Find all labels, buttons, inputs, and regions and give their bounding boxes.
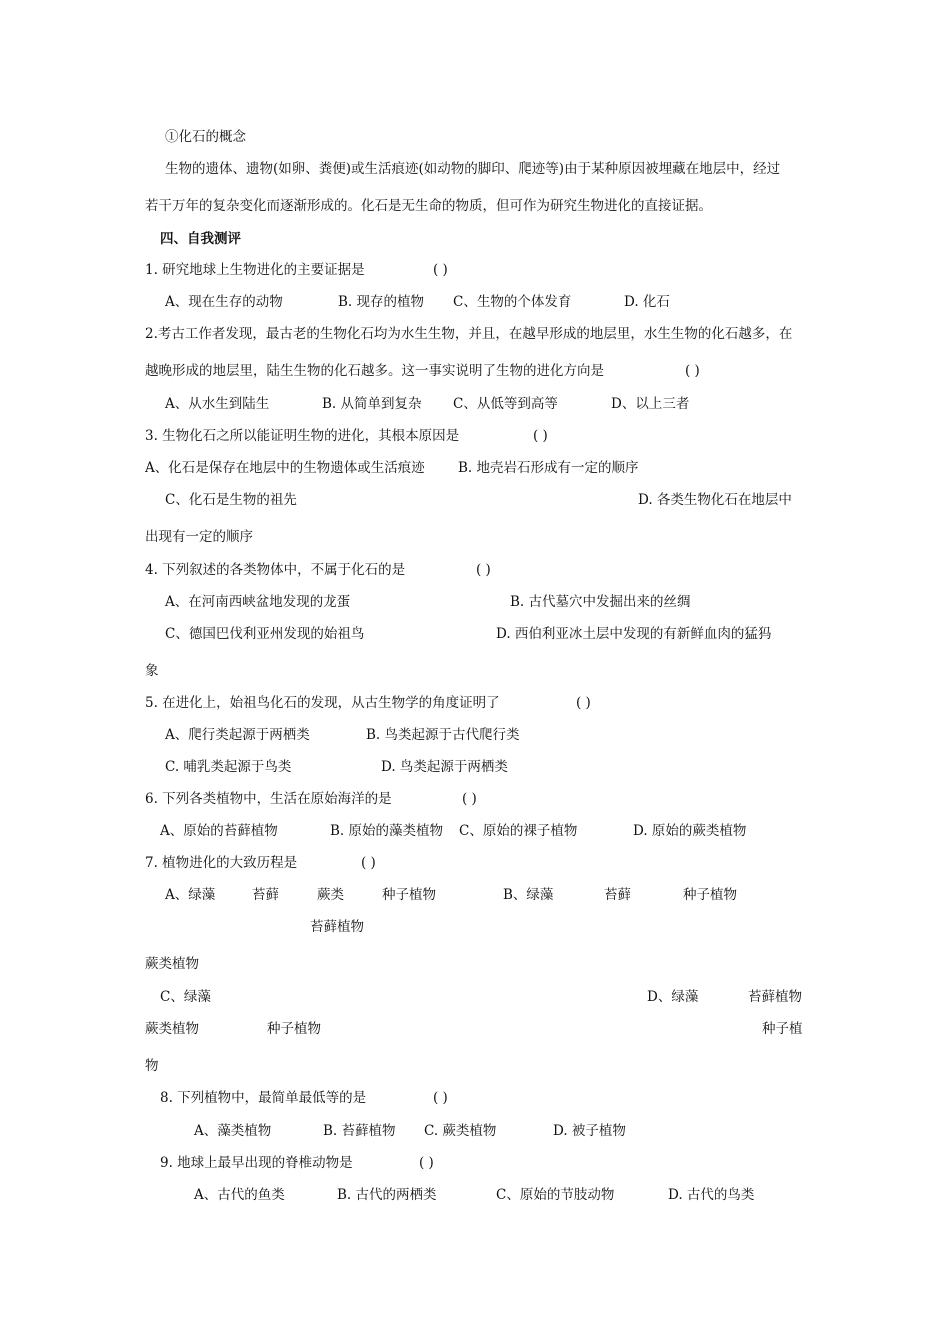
q4-stem: 4. 下列叙述的各类物体中，不属于化石的是 [145, 562, 406, 578]
q9-stem: 9. 地球上最早出现的脊椎动物是 [160, 1155, 353, 1171]
fossil-concept-paragraph-line2: 若干万年的复杂变化而逐渐形成的。化石是无生命的物质，但可作为研究生物进化的直接证据。 [145, 198, 712, 214]
q2-option-d: D、以上三者 [611, 396, 690, 412]
q5-option-d: D. 鸟类起源于两栖类 [381, 759, 508, 775]
q6-option-d: D. 原始的蕨类植物 [633, 823, 747, 839]
q9-answer-paren: ( ) [419, 1155, 434, 1171]
q4-option-c: C、德国巴伐利亚州发现的始祖鸟 [165, 626, 365, 642]
q8-stem: 8. 下列植物中，最简单最低等的是 [160, 1090, 367, 1106]
q3-stem: 3. 生物化石之所以能证明生物的进化，其根本原因是 [145, 428, 460, 444]
q4-option-b: B. 古代墓穴中发掘出来的丝绸 [510, 594, 691, 610]
q5-option-a: A、爬行类起源于两栖类 [165, 727, 310, 743]
q8-option-d: D. 被子植物 [553, 1123, 626, 1139]
q9-option-a: A、古代的鱼类 [194, 1187, 285, 1203]
q7-option-b-step1: 苔藓 [604, 887, 631, 903]
q2-option-b: B. 从简单到复杂 [322, 396, 422, 412]
q8-option-b: B. 苔藓植物 [323, 1123, 396, 1139]
q2-option-c: C、从低等到高等 [453, 396, 558, 412]
q1-stem: 1. 研究地球上生物进化的主要证据是 [145, 262, 365, 278]
q1-option-a: A、现在生存的动物 [165, 294, 283, 310]
q3-option-d-continuation: 出现有一定的顺序 [145, 529, 253, 545]
q7-option-a-step1: 苔藓 [252, 887, 279, 903]
q9-option-d: D. 古代的鸟类 [668, 1187, 755, 1203]
q5-stem: 5. 在进化上，始祖鸟化石的发现，从古生物学的角度证明了 [145, 695, 500, 711]
q3-option-a: A、化石是保存在地层中的生物遗体或生活痕迹 [145, 460, 425, 476]
q3-option-b: B. 地壳岩石形成有一定的顺序 [458, 460, 639, 476]
q7-option-b-wrap: 苔藓植物 [310, 919, 364, 935]
q7-option-d-step1: 苔藓植物 [748, 989, 802, 1005]
q7-answer-paren: ( ) [361, 855, 376, 871]
q7-wrap-line1: 蕨类植物 [145, 956, 199, 972]
q7-option-c-label: C、绿藻 [160, 989, 211, 1005]
q7-option-d-label: D、绿藻 [647, 989, 699, 1005]
q5-option-b: B. 鸟类起源于古代爬行类 [366, 727, 520, 743]
q1-option-b: B. 现存的植物 [338, 294, 425, 310]
q2-answer-paren: ( ) [685, 363, 700, 379]
q9-option-c: C、原始的节肢动物 [496, 1187, 615, 1203]
q2-option-a: A、从水生到陆生 [165, 396, 270, 412]
q7-option-b-step2: 种子植物 [683, 887, 737, 903]
q8-option-a: A、藻类植物 [194, 1123, 272, 1139]
q8-answer-paren: ( ) [433, 1090, 448, 1106]
q4-option-d-continuation: 象 [145, 663, 159, 679]
q7-option-c-step2: 种子植物 [267, 1021, 321, 1037]
fossil-concept-paragraph-line1: 生物的遗体、遗物(如卵、粪便)或生活痕迹(如动物的脚印、爬迹等)由于某种原因被埋藏在地层中，经过 [165, 161, 781, 177]
q3-answer-paren: ( ) [533, 428, 548, 444]
q2-stem-line1: 2.考古工作者发现，最古老的生物化石均为水生生物，并且，在越早形成的地层里，水生生物的化石越多，在 [145, 326, 793, 342]
q4-answer-paren: ( ) [476, 562, 491, 578]
q8-option-c: C. 蕨类植物 [424, 1123, 497, 1139]
q7-option-d-tail: 种子植 [762, 1021, 803, 1037]
q3-option-d: D. 各类生物化石在地层中 [638, 492, 792, 508]
q7-option-a-step3: 种子植物 [382, 887, 436, 903]
q4-option-a: A、在河南西峡盆地发现的龙蛋 [165, 594, 351, 610]
section-title: 四、自我测评 [160, 231, 241, 247]
q3-option-c: C、化石是生物的祖先 [165, 492, 297, 508]
q7-option-a-step2: 蕨类 [317, 887, 344, 903]
q1-option-d: D. 化石 [624, 294, 670, 310]
q2-stem-line2: 越晚形成的地层里，陆生生物的化石越多。这一事实说明了生物的进化方向是 [145, 363, 604, 379]
q7-option-b-label: B、绿藻 [503, 887, 554, 903]
fossil-concept-heading: ①化石的概念 [165, 129, 246, 145]
q6-option-b: B. 原始的藻类植物 [330, 823, 444, 839]
q1-option-c: C、生物的个体发育 [453, 294, 572, 310]
q7-option-c-step1: 蕨类植物 [145, 1021, 199, 1037]
q6-stem: 6. 下列各类植物中，生活在原始海洋的是 [145, 791, 392, 807]
q7-stem: 7. 植物进化的大致历程是 [145, 855, 298, 871]
q6-answer-paren: ( ) [462, 791, 477, 807]
q6-option-a: A、原始的苔藓植物 [160, 823, 278, 839]
q7-option-a-label: A、绿藻 [165, 887, 216, 903]
q6-option-c: C、原始的裸子植物 [459, 823, 578, 839]
q7-wrap-line2: 物 [145, 1058, 159, 1074]
q4-option-d: D. 西伯利亚冰土层中发现的有新鲜血肉的猛犸 [496, 626, 772, 642]
q5-option-c: C. 哺乳类起源于鸟类 [165, 759, 292, 775]
q9-option-b: B. 古代的两栖类 [337, 1187, 437, 1203]
q1-answer-paren: ( ) [433, 262, 448, 278]
q5-answer-paren: ( ) [576, 695, 591, 711]
